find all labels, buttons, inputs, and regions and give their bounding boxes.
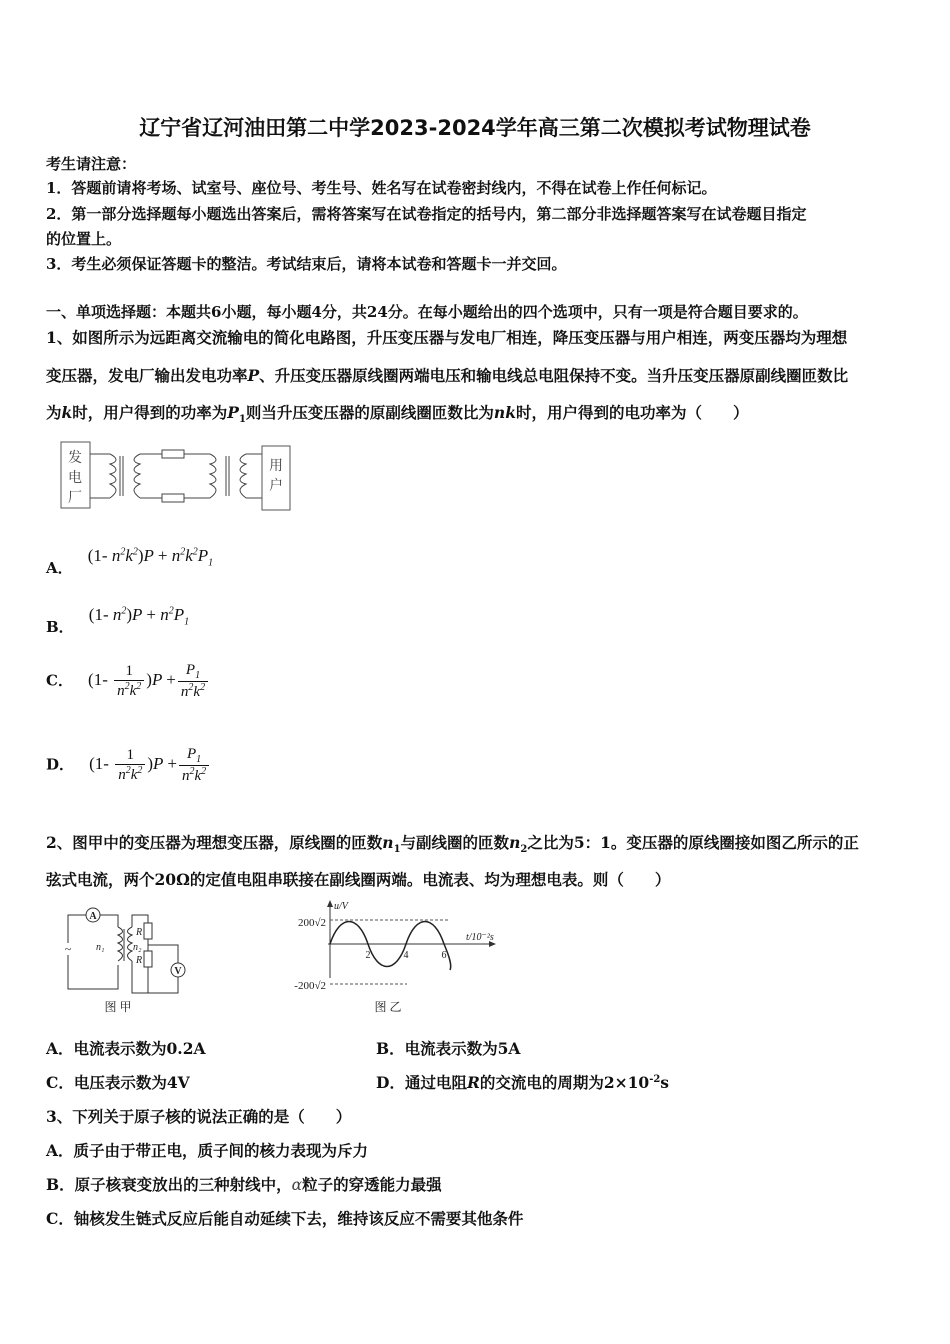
step-up-secondary-coil [134, 454, 140, 498]
q2-option-b[interactable]: B．电流表示数为5A [376, 1039, 521, 1058]
exam-title: 辽宁省辽河油田第二中学2023-2024学年高三第二次模拟考试物理试卷 [139, 116, 811, 140]
sine-curve [330, 922, 451, 971]
q1-stem-line3: 为k时，用户得到的功率为$P_1$则当升压变压器的原副线圈匝数比为nk时，用户得到的电功率为（ ） [46, 403, 749, 426]
q1-text: 、升压变压器原线圈两端电压和输电线总电阻保持不变。当升压变压器原副线圈匝数比 [259, 366, 849, 385]
resistor-1-label: R [136, 927, 143, 938]
y-max-label: 200√2 [297, 917, 326, 929]
q2-option-d[interactable] [376, 1071, 669, 1093]
q1-transmission-diagram [58, 440, 298, 515]
q1-text: 则当升压变压器的原副线圈匝数比为 [245, 403, 494, 422]
notice-item-2: 2．第一部分选择题每小题选出答案后，需将答案写在试卷指定的括号内，第二部分非选择题答案写在试卷题目指定 [46, 205, 807, 223]
q2-var-n2: n [509, 833, 521, 852]
q1-var-P: P [247, 366, 260, 385]
resistor-2 [144, 951, 152, 967]
alpha-symbol: α [291, 1176, 303, 1194]
tick-6: 6 [441, 950, 447, 961]
tick-2: 2 [365, 950, 371, 961]
option-var-R: R [466, 1073, 480, 1092]
q1-option-a-formula: (1- $n^2k^2)P + n^2k^2P_1$ [87, 546, 214, 569]
plant-label-2: 电 [68, 471, 82, 486]
section-heading: 一、单项选择题：本题共6小题，每小题4分，共24分。在每小题给出的四个选项中，只有一项是符合题目要求的。 [46, 303, 808, 321]
q1-option-a[interactable] [46, 545, 214, 577]
primary-coil [118, 927, 123, 961]
y-axis-arrow [327, 900, 333, 907]
option-text: 的交流电的周期为2×10 [479, 1073, 650, 1092]
figure-a-caption: 图 甲 [104, 1000, 132, 1014]
q2-text: 2、图甲中的变压器为理想变压器，原线圈的匝数 [46, 833, 383, 852]
q3-stem: 3、下列关于原子核的说法正确的是（ ） [46, 1107, 352, 1126]
n1-label: n₁ [96, 942, 105, 953]
n2-label: n₂ [133, 942, 142, 953]
x-axis-label: t/10⁻²s [466, 932, 494, 943]
q1-option-c-formula: (1- $\frac{1}{n^2k^2}$ )P + $\frac{P_1}{n^2k^2}$ [88, 670, 210, 689]
q1-stem-line1: 1、如图所示为远距离交流输电的简化电路图，升压变压器与发电厂相连，降压变压器与用户相连，两变压器均为理想 [46, 328, 848, 347]
option-text: s [660, 1073, 670, 1092]
step-up-primary-coil [110, 454, 116, 498]
option-text: B．原子核衰变放出的三种射线中， [46, 1175, 292, 1194]
resistor-2-label: R [136, 955, 143, 966]
notice-item-2-cont: 的位置上。 [46, 230, 122, 248]
user-box [262, 446, 290, 510]
option-text: D．通过电阻 [376, 1073, 467, 1092]
q1-text: 时，用户得到的电功率为（ ） [515, 403, 749, 422]
figure-b-caption: 图 乙 [374, 1000, 402, 1014]
q3-option-a[interactable]: A．质子由于带正电，质子间的核力表现为斥力 [46, 1141, 369, 1160]
notice-item-1: 1．答题前请将考场、试室号、座位号、考生号、姓名写在试卷密封线内，不得在试卷上作任何标记。 [46, 179, 717, 197]
q1-option-b-formula: (1- $n^2)P + n^2P_1$ [88, 605, 190, 628]
tick-4: 4 [403, 950, 409, 961]
q1-text: 时，用户得到的功率为 [72, 403, 228, 422]
resistor-1 [144, 923, 152, 939]
voltmeter-label: V [174, 966, 182, 977]
y-min-label: -200√2 [294, 980, 326, 992]
q1-var-P1: P [227, 403, 239, 422]
q2-stem-line1: 2、图甲中的变压器为理想变压器，原线圈的匝数$n_1$与副线圈的匝数$n_2$之比为5：1。变压器的原线圈接如图乙所示的正 [46, 833, 859, 856]
notice-heading: 考生请注意： [46, 155, 137, 173]
step-down-primary-coil [210, 454, 216, 498]
plant-wires [90, 454, 110, 498]
option-letter: A． [46, 559, 73, 577]
q2-text: 与副线圈的匝数 [400, 833, 510, 852]
option-letter: C． [46, 671, 73, 690]
q2-figure-sine-graph [292, 900, 512, 1015]
line-resistor-top [162, 450, 184, 458]
q1-option-b[interactable] [46, 604, 190, 636]
step-down-secondary-coil [240, 454, 246, 498]
y-axis-label: u/V [334, 901, 348, 912]
q2-figure-circuit [56, 903, 196, 1015]
q1-text: 变压器，发电厂输出发电功率 [46, 366, 248, 385]
notice-item-3: 3．考生必须保证答题卡的整洁。考试结束后，请将本试卷和答题卡一并交回。 [46, 255, 567, 273]
user-label-2: 户 [269, 479, 283, 494]
q3-option-c[interactable]: C．铀核发生链式反应后能自动延续下去，维持该反应不需要其他条件 [46, 1209, 524, 1228]
q1-stem-line2 [46, 364, 848, 386]
q1-text: 为 [46, 403, 62, 422]
transmission-lines [140, 454, 210, 498]
q1-option-d-formula: (1- $\frac{1}{n^2k^2}$ )P + $\frac{P_1}{n^2k^2}$ [89, 754, 211, 773]
option-exponent: -2 [649, 1073, 661, 1085]
line-resistor-bottom [162, 494, 184, 502]
user-label-1: 用 [269, 459, 283, 474]
ammeter-label: A [89, 911, 97, 922]
plant-label-1: 发 [68, 451, 82, 466]
q1-option-c[interactable] [46, 662, 210, 701]
secondary-coil [128, 927, 133, 961]
q1-option-d[interactable] [46, 746, 211, 785]
q2-text: 之比为5：1。变压器的原线圈接如图乙所示的正 [527, 833, 859, 852]
q1-var-nk: nk [493, 403, 516, 422]
option-letter: D． [46, 755, 75, 774]
primary-wires [68, 915, 118, 989]
plant-label-3: 厂 [68, 491, 82, 506]
q1-var-k: k [61, 403, 73, 422]
q2-var-n1: n [382, 833, 394, 852]
ac-source-icon: ~ [64, 942, 72, 956]
option-letter: B． [46, 618, 74, 636]
user-wires [246, 454, 262, 498]
q3-option-b[interactable] [46, 1173, 442, 1195]
q2-option-c[interactable]: C．电压表示数为4V [46, 1073, 190, 1092]
option-text: 粒子的穿透能力最强 [302, 1175, 442, 1194]
q2-option-a[interactable]: A．电流表示数为0.2A [46, 1039, 206, 1058]
q2-stem-line2: 弦式电流，两个20Ω的定值电阻串联接在副线圈两端。电流表、均为理想电表。则（ ） [46, 870, 671, 889]
